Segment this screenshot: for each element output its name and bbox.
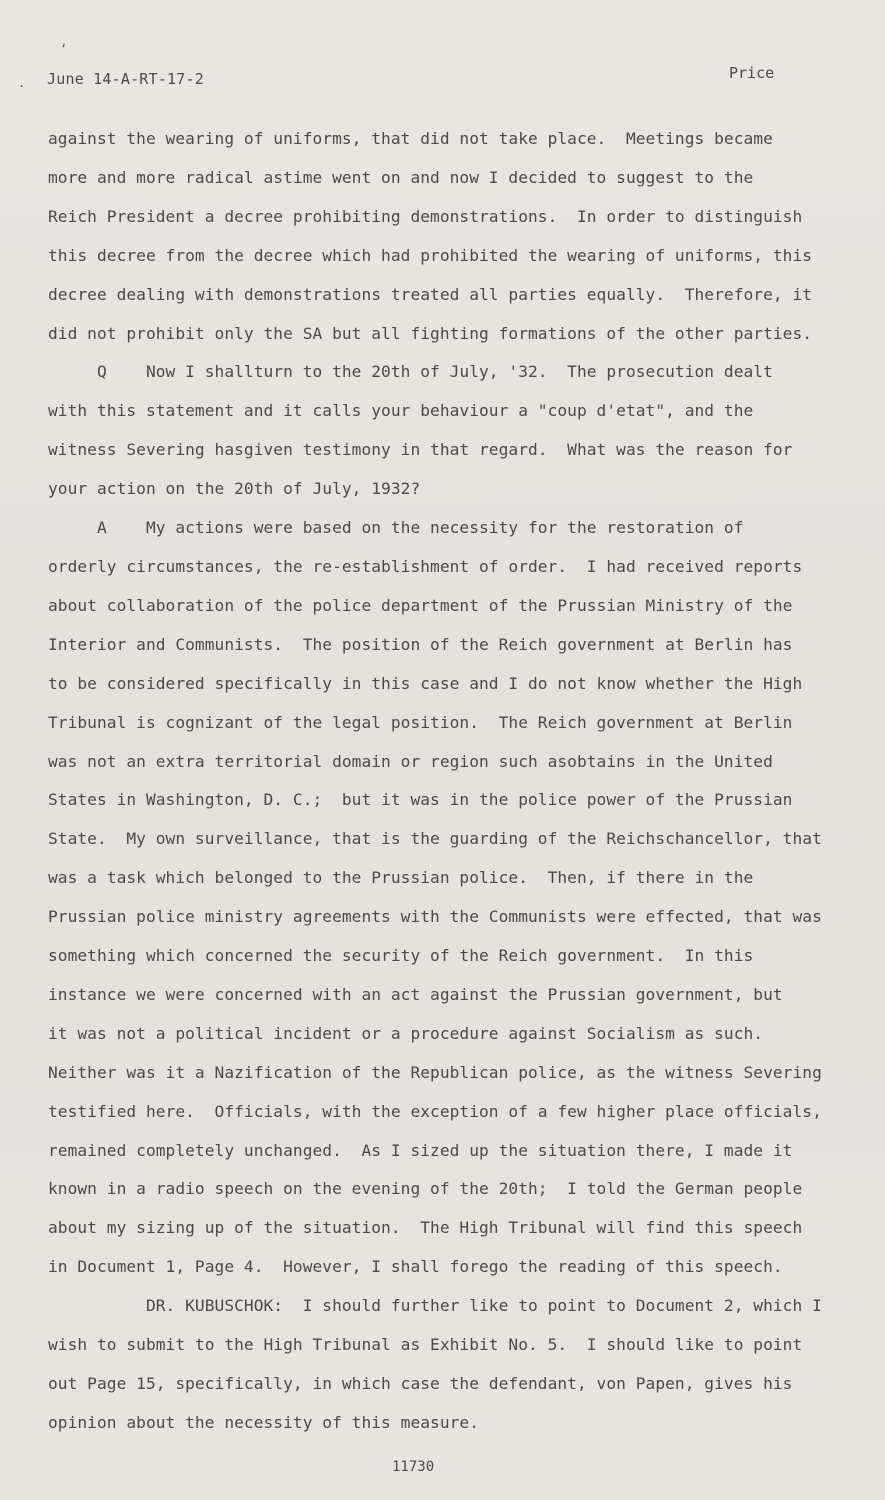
text-line: testified here. Officials, with the exception of a few higher place officials,	[48, 1101, 822, 1121]
text-line: Q Now I shallturn to the 20th of July, '32. The prosecution dealt	[48, 362, 773, 382]
text-line: Reich President a decree prohibiting demonstrations. In order to distinguish	[48, 206, 803, 226]
text-line: States in Washington, D. C.; but it was in the police power of the Prussian	[48, 790, 793, 810]
text-line: was a task which belonged to the Prussian police. Then, if there in the	[48, 868, 754, 888]
text-line: orderly circumstances, the re-establishment of order. I had received reports	[48, 556, 803, 576]
text-line: was not an extra territorial domain or region such asobtains in the United	[48, 751, 773, 771]
text-line: this decree from the decree which had prohibited the wearing of uniforms, this	[48, 245, 813, 265]
text-line: DR. KUBUSCHOK: I should further like to point to Document 2, which I	[48, 1296, 822, 1316]
transcript-body	[48, 120, 838, 1443]
text-line: Interior and Communists. The position of the Reich government at Berlin has	[48, 634, 793, 654]
text-line: wish to submit to the High Tribunal as Exhibit No. 5. I should like to point	[48, 1335, 803, 1355]
margin-dot: .	[18, 76, 26, 90]
text-line: opinion about the necessity of this measure.	[48, 1412, 480, 1432]
text-line: it was not a political incident or a procedure against Socialism as such.	[48, 1023, 764, 1043]
text-line: out Page 15, specifically, in which case the defendant, von Papen, gives his	[48, 1374, 793, 1393]
text-line: more and more radical astime went on and now I decided to suggest to the	[48, 167, 754, 187]
text-line: something which concerned the security of the Reich government. In this	[48, 946, 754, 966]
text-line: decree dealing with demonstrations treated all parties equally. Therefore, it	[48, 284, 813, 304]
speaker-name: Price	[729, 64, 775, 82]
text-line: about collaboration of the police department of the Prussian Ministry of the	[48, 595, 793, 615]
text-line: instance we were concerned with an act against the Prussian government, but	[48, 984, 783, 1004]
text-line: witness Severing hasgiven testimony in that regard. What was the reason for	[48, 440, 793, 460]
text-line: known in a radio speech on the evening of the 20th; I told the German people	[48, 1179, 803, 1199]
text-line: Prussian police ministry agreements with the Communists were effected, that was	[48, 907, 822, 927]
document-reference: June 14-A-RT-17-2	[47, 70, 204, 88]
text-line: remained completely unchanged. As I sized up the situation there, I made it	[48, 1140, 793, 1160]
text-line: did not prohibit only the SA but all fighting formations of the other parties.	[48, 323, 813, 343]
text-line: Neither was it a Nazification of the Republican police, as the witness Severing	[48, 1062, 822, 1082]
margin-mark: ‘	[60, 42, 68, 56]
text-line: in Document 1, Page 4. However, I shall forego the reading of this speech.	[48, 1257, 783, 1277]
text-line: A My actions were based on the necessity for the restoration of	[48, 518, 744, 538]
text-line: Tribunal is cognizant of the legal position. The Reich government at Berlin	[48, 712, 793, 732]
text-line: to be considered specifically in this case and I do not know whether the High	[48, 673, 803, 693]
page-number: 11730	[392, 1459, 435, 1475]
text-line: with this statement and it calls your behaviour a "coup d'etat", and the	[48, 401, 754, 421]
text-line: about my sizing up of the situation. The High Tribunal will find this speech	[48, 1218, 803, 1238]
text-line: against the wearing of uniforms, that did not take place. Meetings became	[48, 129, 773, 148]
text-line: your action on the 20th of July, 1932?	[48, 479, 421, 499]
text-line: State. My own surveillance, that is the guarding of the Reichschancellor, that	[48, 829, 822, 849]
